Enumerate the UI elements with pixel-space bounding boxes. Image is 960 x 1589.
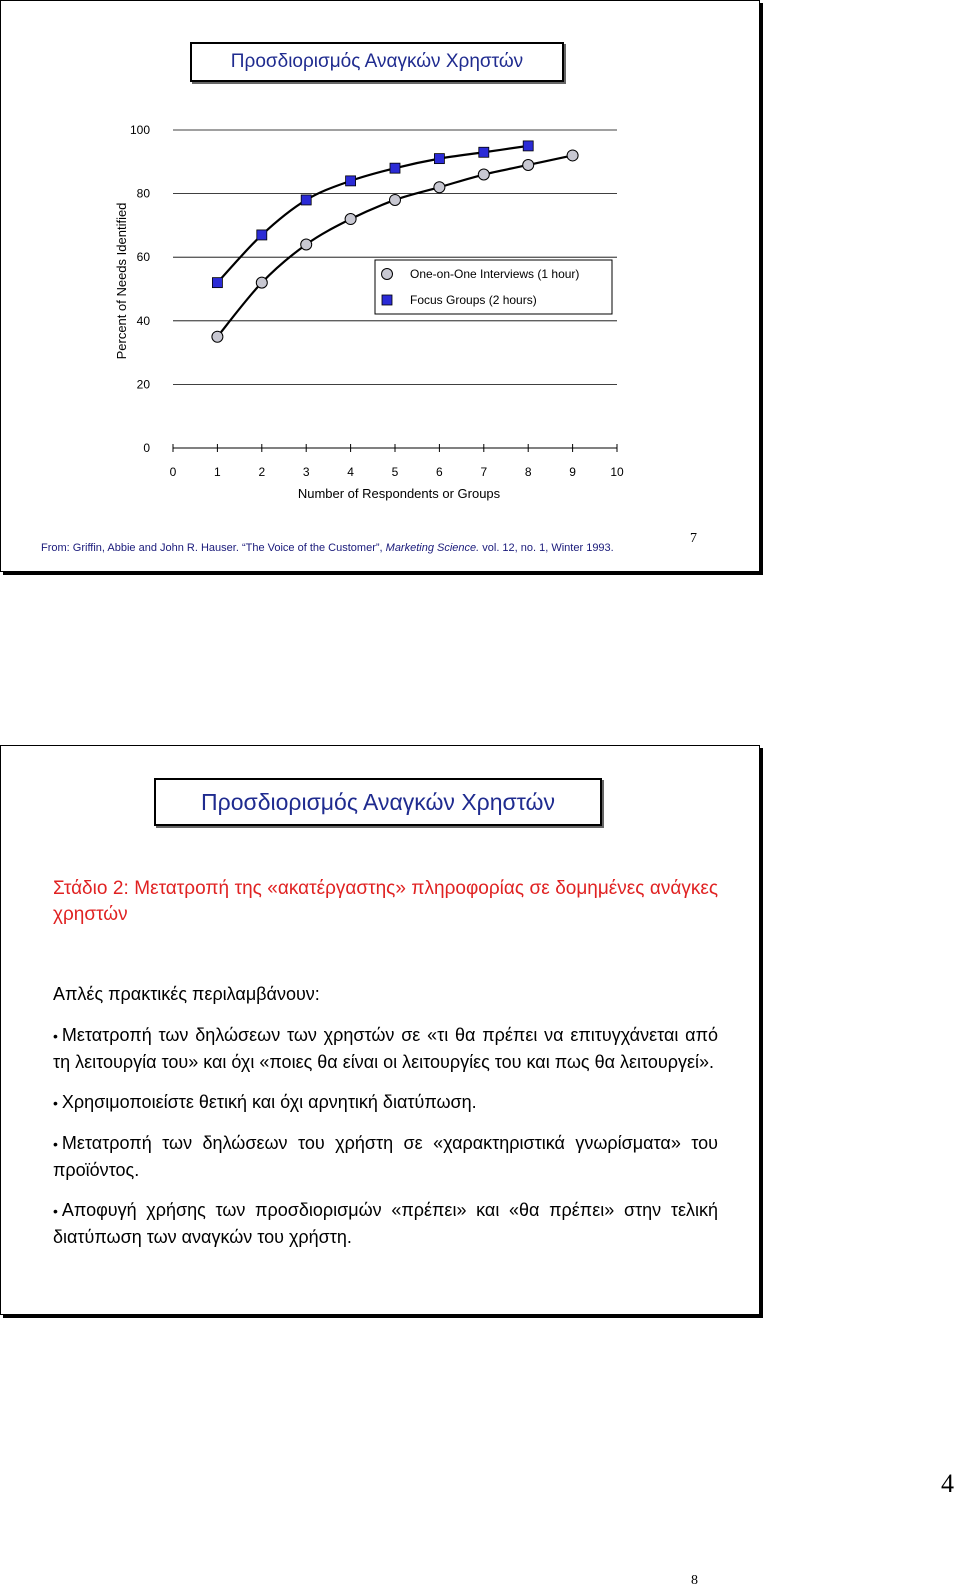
x-tick-4: 4	[347, 465, 354, 479]
square-marker-1	[212, 278, 222, 288]
citation-journal: Marketing Science.	[385, 542, 480, 554]
y-tick-80: 80	[136, 186, 150, 201]
bullet-dot: •	[53, 1095, 58, 1111]
legend-square-icon	[382, 295, 392, 305]
square-marker-2	[257, 230, 267, 240]
x-tick-9: 9	[569, 465, 576, 479]
slide-number-8: 8	[691, 1573, 698, 1588]
y-tick-0: 0	[143, 441, 150, 455]
y-tick-40: 40	[136, 313, 150, 328]
legend-label-circle: One-on-One Interviews (1 hour)	[410, 267, 580, 281]
bullet-list	[53, 1022, 718, 1264]
circle-marker-9	[567, 150, 578, 161]
slide-number-7: 7	[690, 531, 697, 546]
chart-legend	[375, 260, 612, 314]
y-tick-100: 100	[129, 123, 150, 137]
y-axis-label: Percent of Needs Identified	[114, 202, 129, 360]
bullet-dot: •	[53, 1028, 58, 1044]
slide-8-intro: Απλές πρακτικές περιλαμβάνουν:	[53, 984, 320, 1004]
legend-circle-icon	[382, 269, 393, 280]
circle-marker-3	[301, 239, 312, 250]
x-tick-2: 2	[258, 465, 266, 479]
bullet-item: • Μετατροπή των δηλώσεων του χρήστη σε «χαρακτηριστικά γνωρίσματα» του προϊόντος.	[53, 1133, 718, 1180]
square-marker-4	[346, 176, 356, 186]
x-tick-7: 7	[480, 465, 488, 479]
citation-open-quote: “	[241, 542, 246, 554]
circle-marker-2	[256, 277, 267, 288]
slide-7	[0, 0, 760, 572]
square-marker-6	[434, 154, 444, 164]
bullet-item: • Μετατροπή των δηλώσεων των χρηστών σε «τι θα πρέπει να επιτυγχάνεται από τη λειτουργία του» και όχι «ποιες θα είναι οι λειτουργίες του και πως θα λειτουργεί».	[53, 1025, 718, 1072]
bullet-dot: •	[53, 1136, 58, 1152]
square-marker-5	[390, 163, 400, 173]
bullet-item: • Αποφυγή χρήσης των προσδιορισμών «πρέπει» και «θα πρέπει» στην τελική διατύπωση των αναγκών του χρήστη.	[53, 1200, 718, 1247]
x-tick-10: 10	[610, 465, 624, 479]
x-tick-0: 0	[169, 465, 177, 479]
square-marker-7	[479, 147, 489, 157]
citation-details: vol. 12, no. 1, Winter 1993.	[479, 542, 614, 554]
square-marker-8	[523, 141, 533, 151]
citation-article: The Voice of the Customer	[245, 542, 376, 554]
circle-marker-8	[523, 159, 534, 170]
slide-7-title: Προσδιορισμός Αναγκών Χρηστών	[190, 42, 564, 82]
x-tick-1: 1	[214, 465, 221, 479]
citation	[41, 542, 614, 554]
bullet-item: • Χρησιμοποιείστε θετική και όχι αρνητική διατύπωση.	[53, 1092, 477, 1112]
bullet-dot: •	[53, 1203, 58, 1219]
y-tick-labels	[130, 123, 150, 455]
page-number: 4	[941, 1469, 954, 1498]
x-tick-3: 3	[302, 465, 310, 479]
slide-8	[0, 745, 760, 1588]
circle-marker-1	[212, 331, 223, 342]
x-axis-label: Number of Respondents or Groups	[297, 486, 501, 501]
y-tick-20: 20	[136, 377, 150, 392]
citation-sep: ,	[379, 542, 386, 554]
circle-marker-4	[345, 214, 356, 225]
x-tick-6: 6	[436, 465, 443, 479]
circle-marker-5	[390, 194, 401, 205]
x-tick-8: 8	[524, 465, 532, 479]
y-tick-60: 60	[136, 250, 150, 265]
slide-8-title: Προσδιορισμός Αναγκών Χρηστών	[154, 778, 602, 826]
citation-close-quote: ”	[375, 542, 380, 554]
legend-label-square: Focus Groups (2 hours)	[410, 293, 537, 307]
square-marker-3	[301, 195, 311, 205]
chart-axes	[173, 444, 617, 452]
citation-authors: From: Griffin, Abbie and John R. Hauser.	[41, 542, 242, 554]
slide-8-subtitle: Στάδιο 2: Μετατροπή της «ακατέργαστης» πληροφορίας σε δομημένες ανάγκες χρηστών	[53, 878, 718, 925]
x-tick-labels	[170, 465, 624, 479]
circle-marker-6	[434, 182, 445, 193]
x-tick-5: 5	[391, 465, 399, 479]
needs-chart	[1, 1, 759, 521]
circle-marker-7	[478, 169, 489, 180]
